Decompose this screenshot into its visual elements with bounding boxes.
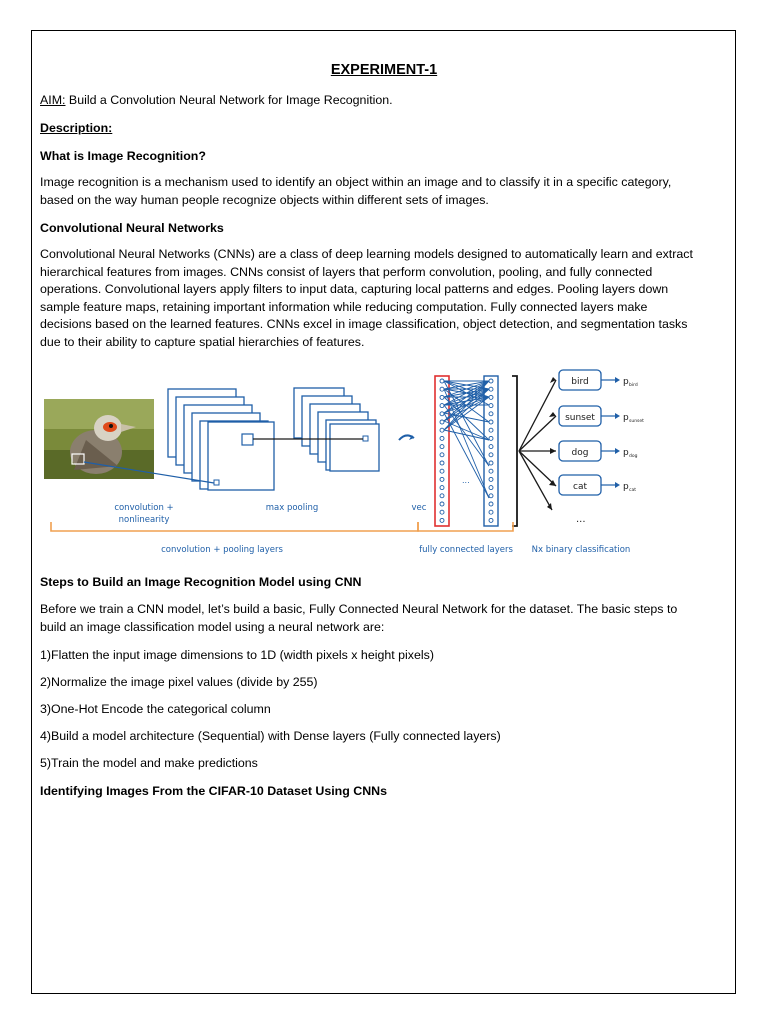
neuron-node (489, 477, 493, 481)
aim-label: AIM: (40, 93, 66, 107)
paragraph-line: hierarchical features from images. CNNs consist of layers that perform convolution, pooling, and fully connected (40, 264, 653, 279)
cnn-heading: Convolutional Neural Networks (40, 221, 224, 235)
neuron-node (440, 420, 444, 424)
svg-text:p: p (623, 448, 629, 458)
cifar-heading: Identifying Images From the CIFAR-10 Dataset Using CNNs (40, 784, 387, 798)
output-bird (559, 370, 638, 390)
svg-text:bird: bird (629, 383, 638, 388)
fc-connection (444, 413, 489, 498)
cnn-paragraph (40, 246, 730, 352)
neuron-node (440, 379, 444, 383)
neuron-node (440, 412, 444, 416)
neuron-node (440, 486, 444, 490)
image-recognition-heading: What is Image Recognition? (40, 149, 206, 163)
output-sunset (559, 406, 644, 426)
svg-text:sunset: sunset (565, 413, 595, 423)
neuron-node (440, 518, 444, 522)
vec-label: vec (411, 503, 427, 513)
paragraph-line: decisions based on the learned features. CNNs excel in image classification, object detection, and segmentation tasks (40, 317, 688, 332)
neuron-node (440, 445, 444, 449)
pooling-feature-maps (294, 388, 379, 471)
neuron-node (489, 453, 493, 457)
paragraph-line: operations. Convolutional layers apply filters to input data, capturing local patterns and edges. Pooling layers down (40, 282, 669, 297)
input-bird-image (44, 399, 154, 479)
neuron-node (440, 494, 444, 498)
neuron-node (489, 412, 493, 416)
paragraph-line: sample feature maps, retaining important information while reducing computation. Fully connected layers make (40, 299, 648, 314)
paragraph-line: due to their ability to capture spatial hierarchies of features. (40, 334, 365, 349)
conv-label-line-1: convolution + (114, 503, 174, 513)
neuron-node (440, 428, 444, 432)
svg-text:cat: cat (629, 488, 636, 493)
neuron-node (489, 436, 493, 440)
steps-intro (40, 601, 730, 636)
step-item: 2)Normalize the image pixel values (divide by 255) (40, 675, 318, 689)
neuron-node (489, 510, 493, 514)
fc-layers-label: fully connected layers (419, 545, 513, 555)
output-cat (559, 475, 636, 495)
svg-text:dog: dog (571, 448, 589, 458)
fc-ellipsis: ... (462, 476, 470, 485)
neuron-node (489, 428, 493, 432)
neuron-node (489, 502, 493, 506)
paragraph-line: Image recognition is a mechanism used to identify an object within an image and to classify it in a specific category, (40, 175, 672, 189)
binary-classification-label: Nx binary classification (531, 545, 631, 555)
paragraph-line: Convolutional Neural Networks (CNNs) are a class of deep learning models designed to automatically learn and extract (40, 247, 693, 261)
neuron-node (440, 469, 444, 473)
svg-text:sunset: sunset (629, 419, 644, 424)
conv-pool-layers-label: convolution + pooling layers (161, 545, 283, 555)
page-title: EXPERIMENT-1 (330, 62, 438, 78)
pool-label: max pooling (265, 503, 319, 513)
neuron-node (489, 461, 493, 465)
neuron-node (489, 404, 493, 408)
svg-text:p: p (623, 377, 629, 387)
aim-text: Build a Convolution Neural Network for Image Recognition. (65, 93, 393, 107)
neuron-node (489, 379, 493, 383)
neuron-node (489, 518, 493, 522)
paragraph-line: build an image classification model using a neural network are: (40, 619, 385, 634)
neuron-node (440, 436, 444, 440)
paragraph-line: Before we train a CNN model, let’s build a basic, Fully Connected Neural Network for the dataset. The basic steps to (40, 602, 678, 616)
neuron-node (440, 461, 444, 465)
paragraph-line: based on the way human people recognize objects within different sets of images. (40, 192, 489, 207)
steps-heading: Steps to Build an Image Recognition Model using CNN (40, 575, 362, 589)
neuron-node (489, 387, 493, 391)
output-dog (559, 441, 638, 461)
step-item: 1)Flatten the input image dimensions to 1D (width pixels x height pixels) (40, 648, 434, 662)
fc-connection (444, 430, 489, 440)
neuron-node (489, 420, 493, 424)
neuron-node (440, 502, 444, 506)
neuron-node (440, 510, 444, 514)
neuron-node (440, 395, 444, 399)
neuron-node (440, 404, 444, 408)
image-recognition-paragraph (40, 174, 730, 209)
neuron-node (489, 445, 493, 449)
step-item: 3)One-Hot Encode the categorical column (40, 702, 271, 716)
svg-text:p: p (623, 413, 629, 423)
svg-text:bird: bird (571, 377, 589, 387)
conv-pool-bracket (51, 522, 418, 531)
step-item: 5)Train the model and make predictions (40, 756, 258, 770)
neuron-node (489, 469, 493, 473)
neuron-node (489, 486, 493, 490)
neuron-node (489, 395, 493, 399)
svg-text:cat: cat (573, 482, 587, 492)
aim-line (40, 92, 393, 110)
svg-text:dog: dog (629, 454, 638, 459)
svg-text:p: p (623, 482, 629, 492)
neuron-node (489, 494, 493, 498)
step-item: 4)Build a model architecture (Sequential) with Dense layers (Fully connected layers) (40, 729, 501, 743)
description-label: Description: (40, 121, 113, 135)
neuron-node (440, 477, 444, 481)
output-ellipsis: ... (576, 514, 586, 525)
cnn-architecture-diagram (36, 364, 656, 564)
neuron-node (440, 387, 444, 391)
fc-bracket (418, 522, 513, 531)
neuron-node (440, 453, 444, 457)
conv-label-line-2: nonlinearity (118, 515, 170, 525)
output-bracket (512, 376, 517, 526)
output-arrows (519, 380, 556, 510)
